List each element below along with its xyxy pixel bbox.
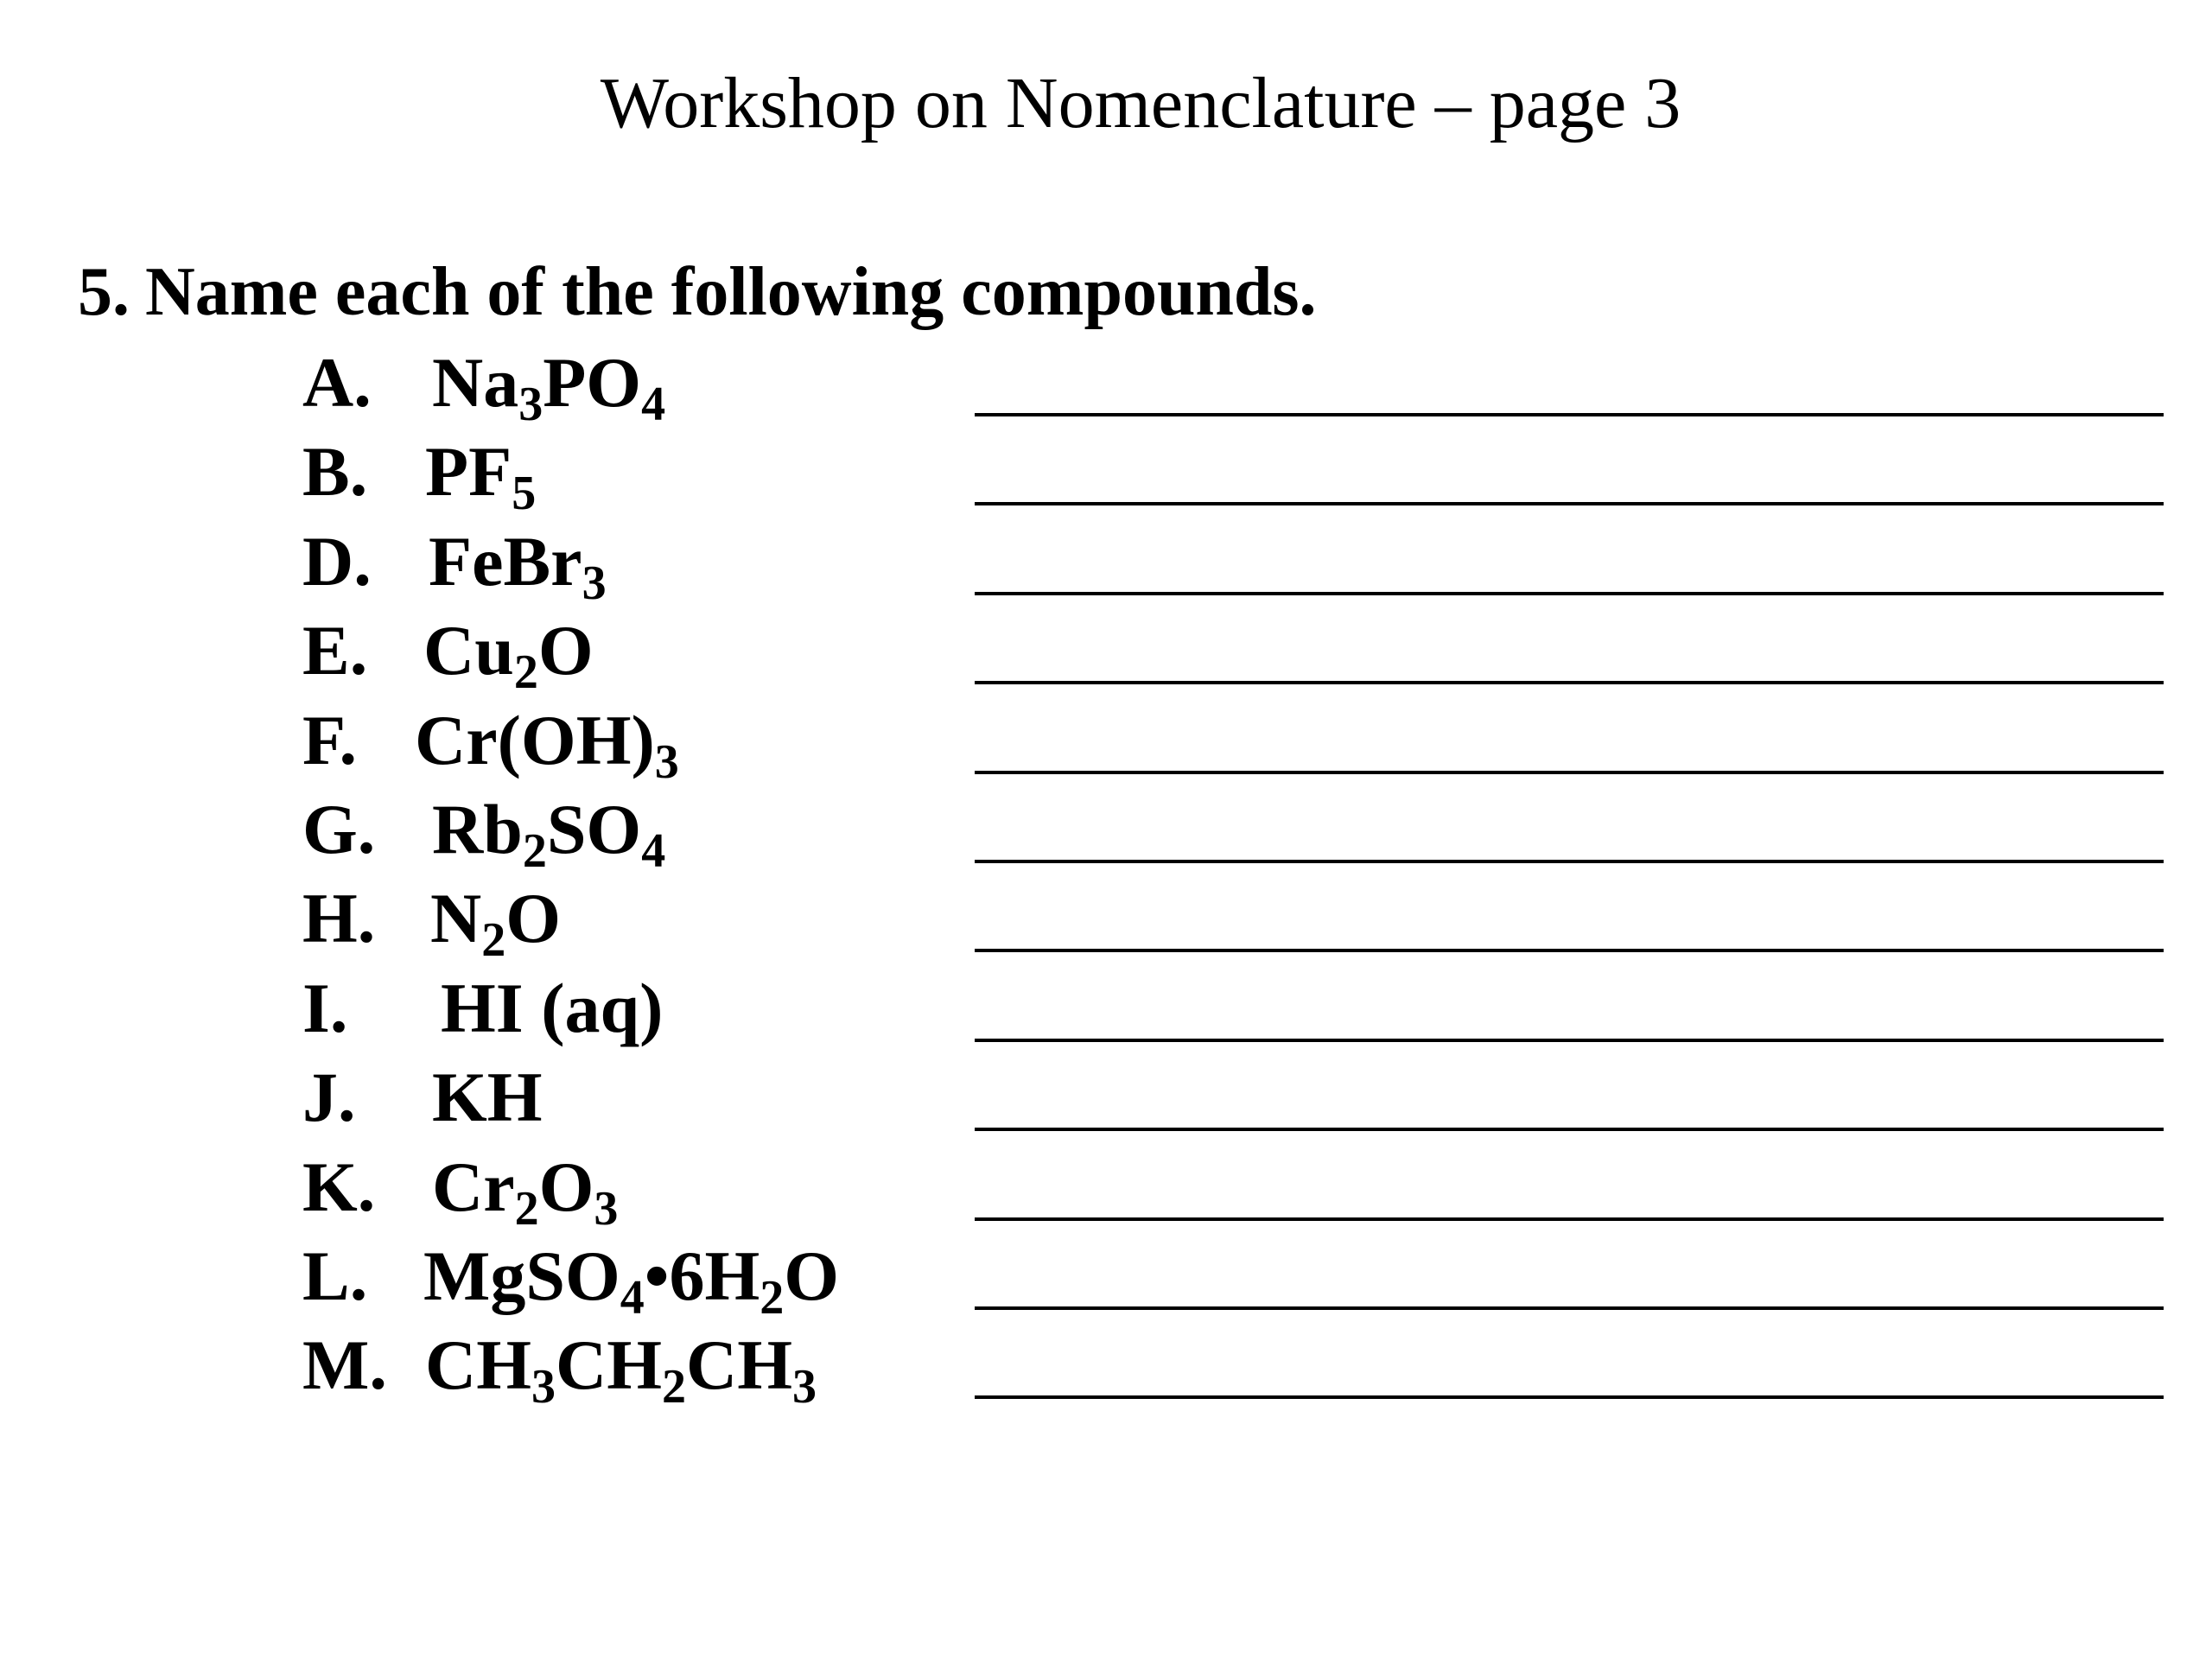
answer-line[interactable] — [975, 592, 2164, 595]
compound-formula: $Cr(OH)_3$ — [415, 700, 679, 789]
compound-formula: $Cr_2O_3$ — [432, 1147, 619, 1236]
compound-formula: $Na_3PO_4$ — [432, 343, 666, 431]
list-item — [0, 1058, 2212, 1152]
compound-formula: $Cu_2O$ — [423, 611, 594, 700]
item-letter: H. — [302, 879, 376, 958]
list-item — [0, 343, 2212, 437]
list-item — [0, 611, 2212, 705]
item-letter: E. — [302, 611, 368, 690]
answer-line[interactable] — [975, 1217, 2164, 1221]
answer-line[interactable] — [975, 949, 2164, 952]
item-letter: L. — [302, 1236, 368, 1315]
list-item — [0, 879, 2212, 973]
answer-line[interactable] — [975, 860, 2164, 863]
list-item — [0, 790, 2212, 884]
page-title: Workshop on Nomenclature – page 3 — [600, 63, 1681, 143]
item-letter: F. — [302, 700, 358, 779]
list-item — [0, 1147, 2212, 1242]
item-letter: I. — [302, 968, 348, 1047]
compound-formula: $Rb_2SO_4$ — [432, 790, 666, 878]
item-letter: B. — [302, 432, 368, 512]
compound-formula: $MgSO_4•6H_2O$ — [423, 1236, 840, 1325]
item-letter: D. — [302, 521, 372, 601]
compound-formula: $PF_5$ — [425, 432, 537, 521]
question-number: 5. — [78, 254, 130, 330]
answer-line[interactable] — [975, 1039, 2164, 1042]
compound-formula: FeBr$_3$ — [429, 521, 607, 610]
question-text: Name each of the following compounds. — [145, 254, 1317, 330]
item-letter: A. — [302, 343, 372, 422]
list-item — [0, 1325, 2212, 1420]
list-item — [0, 521, 2212, 616]
compound-formula: $N_2O$ — [430, 879, 562, 968]
item-letter: G. — [302, 790, 376, 868]
compound-formula: $CH_3CH_2CH_3$ — [425, 1325, 817, 1414]
answer-line[interactable] — [975, 1306, 2164, 1310]
list-item — [0, 432, 2212, 526]
compound-formula: HI (aq) — [441, 968, 664, 1047]
list-item — [0, 1236, 2212, 1331]
item-letter: M. — [302, 1325, 387, 1405]
compound-formula: KH — [432, 1058, 543, 1137]
answer-line[interactable] — [975, 1128, 2164, 1131]
item-letter: K. — [302, 1147, 376, 1226]
answer-line[interactable] — [975, 681, 2164, 684]
list-item — [0, 700, 2212, 795]
answer-line[interactable] — [975, 413, 2164, 416]
answer-line[interactable] — [975, 502, 2164, 505]
list-item — [0, 968, 2212, 1063]
answer-line[interactable] — [975, 771, 2164, 774]
answer-line[interactable] — [975, 1395, 2164, 1399]
item-letter: J. — [302, 1058, 356, 1137]
